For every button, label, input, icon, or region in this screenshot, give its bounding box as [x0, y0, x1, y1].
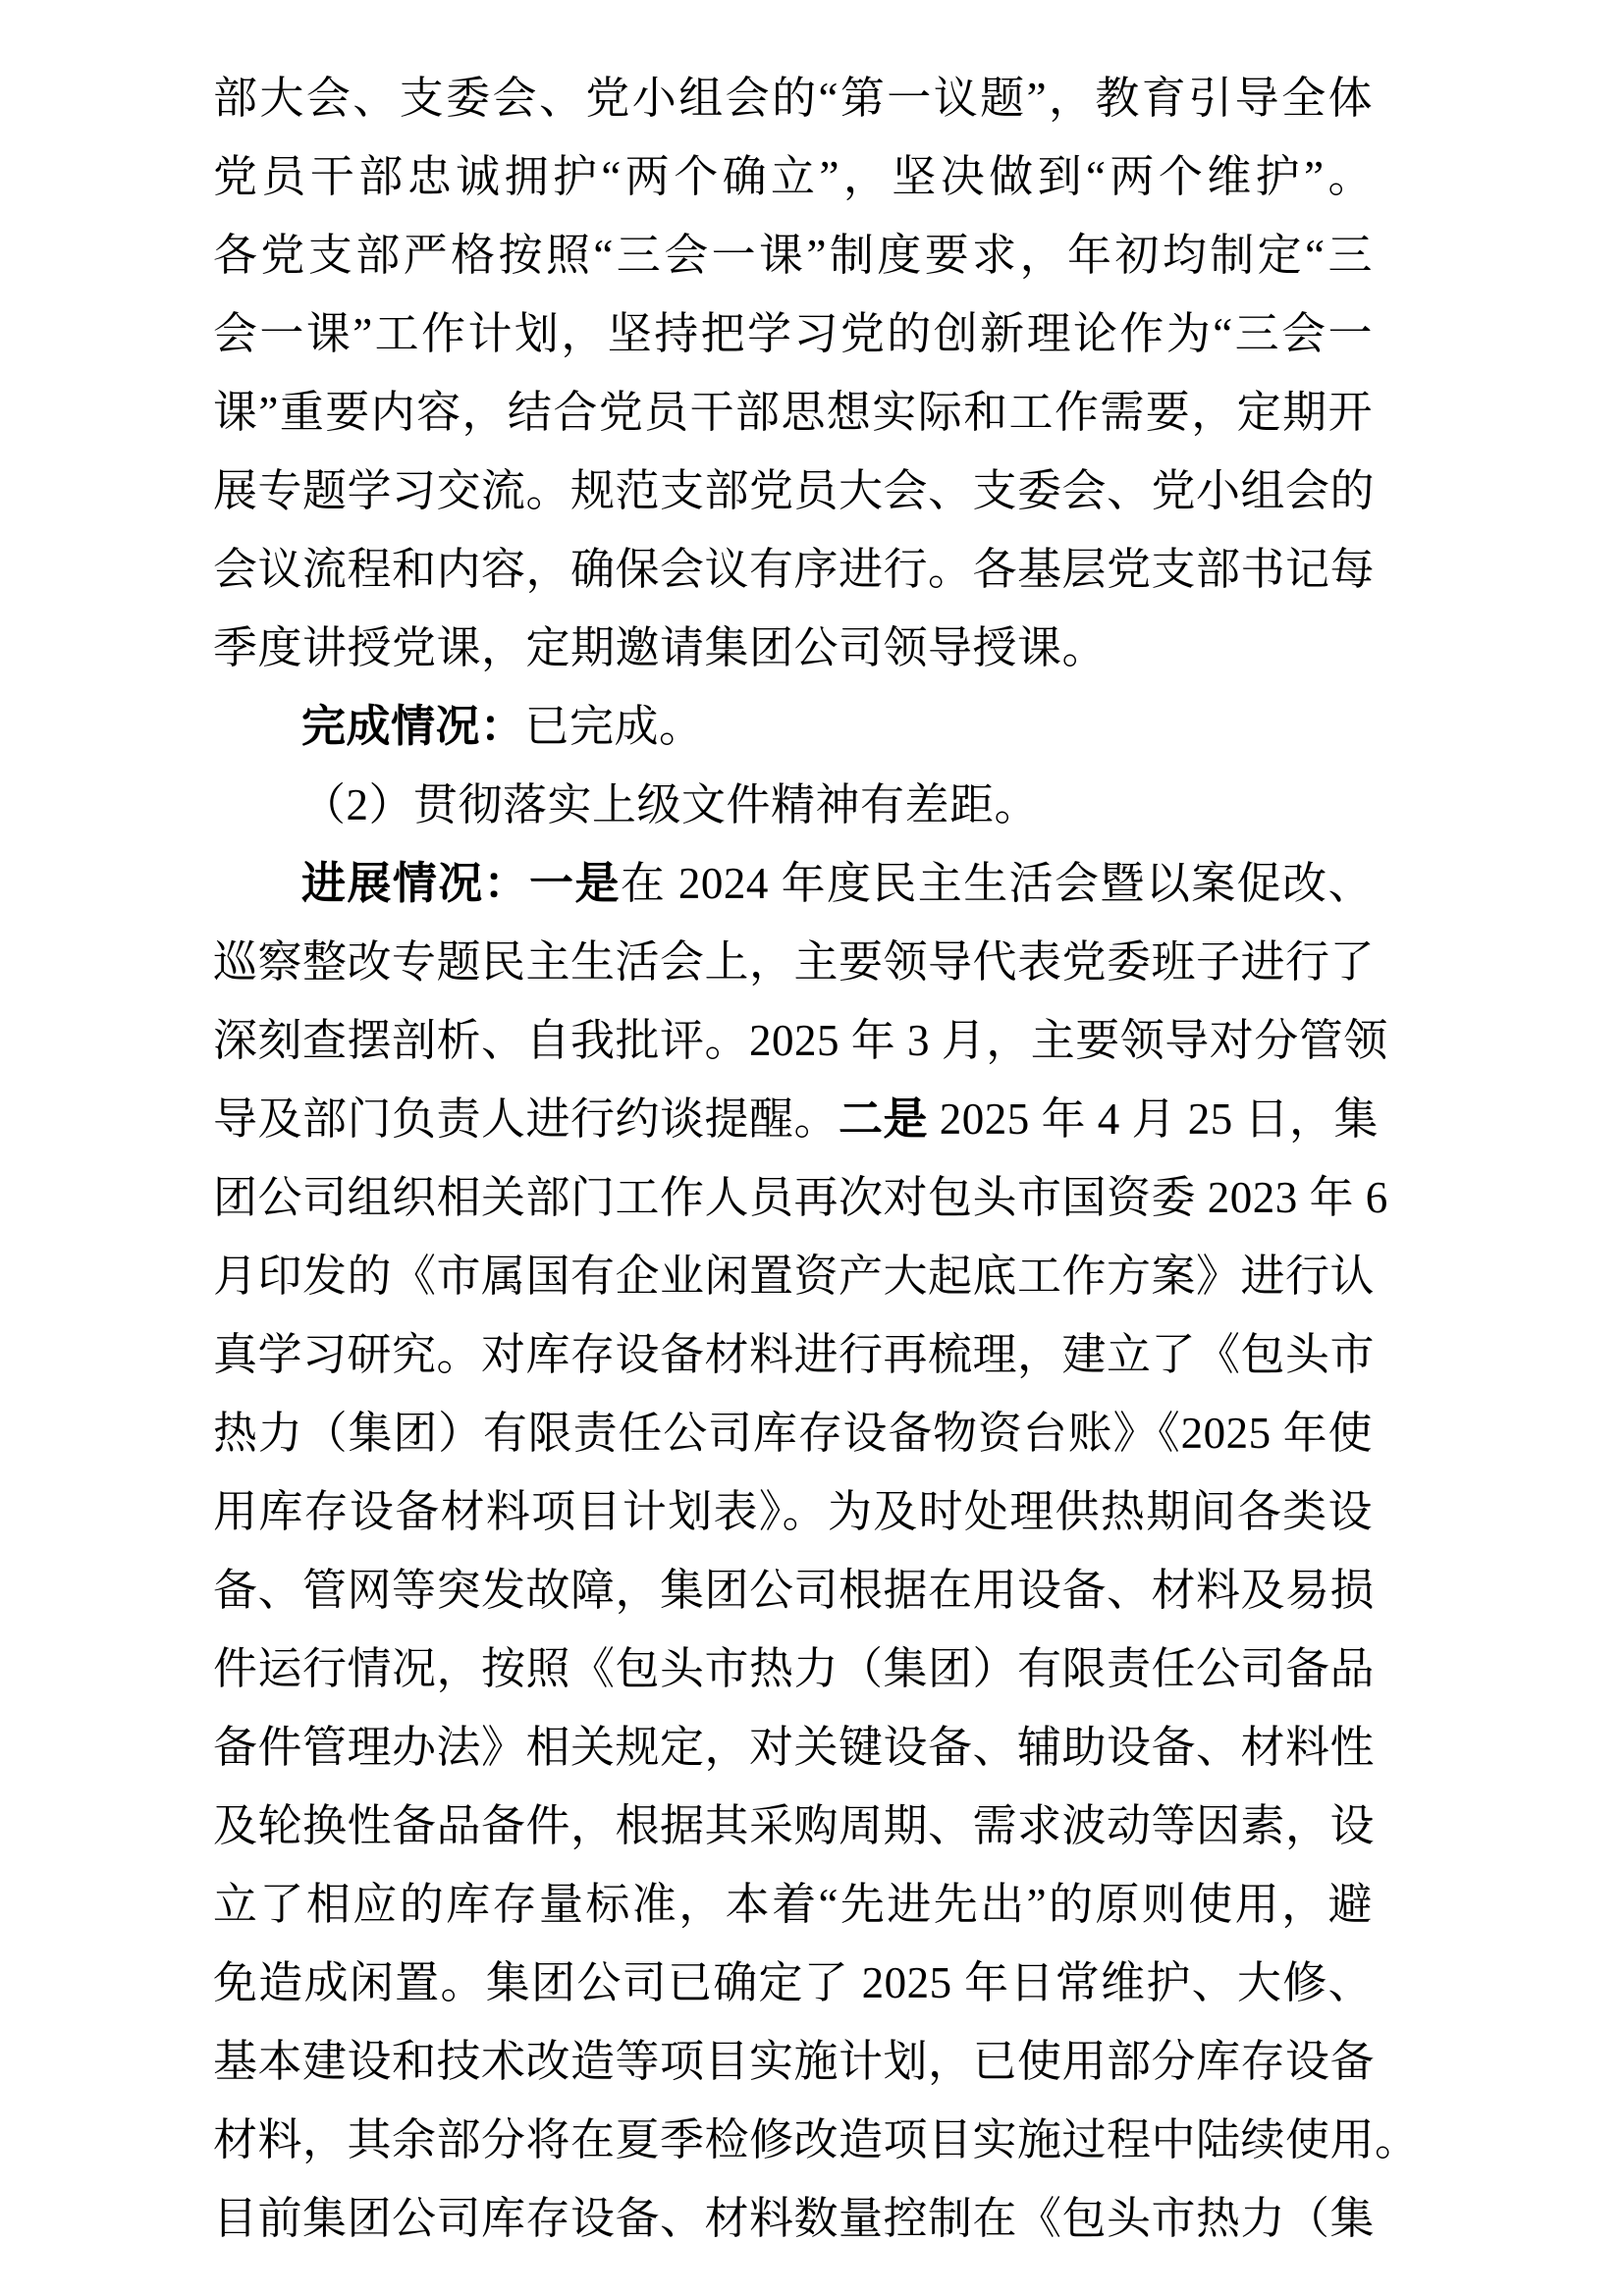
body-text: 深刻查摆剖析、自我批评。2025 年 3 月，主要领导对分管领	[213, 1016, 1388, 1065]
body-text: 展专题学习交流。规范支部党员大会、支委会、党小组会的	[213, 466, 1376, 515]
text-line	[213, 1944, 1373, 2022]
body-text: 及轮换性备品备件，根据其采购周期、需求波动等因素，设	[213, 1801, 1376, 1850]
body-text: 部大会、支委会、党小组会的“第一议题”，教育引导全体	[213, 74, 1373, 123]
body-text: 立了相应的库存量标准，本着“先进先出”的原则使用，避	[213, 1880, 1373, 1929]
body-text: 已完成。	[524, 702, 704, 751]
body-text: 用库存设备材料项目计划表》。为及时处理供热期间各类设	[213, 1487, 1373, 1536]
body-text: 备、管网等突发故障，集团公司根据在用设备、材料及易损	[213, 1566, 1376, 1615]
body-text: 2025 年 4 月 25 日，集	[928, 1095, 1380, 1144]
text-line	[213, 2179, 1376, 2258]
text-line	[213, 1001, 1388, 1080]
text-line	[213, 1080, 1380, 1158]
text-line	[213, 1865, 1373, 1944]
body-text: 月印发的《市属国有企业闲置资产大起底工作方案》进行认	[213, 1252, 1376, 1301]
text-content	[213, 59, 1420, 2258]
text-line	[213, 1237, 1376, 1315]
body-text: 件运行情况，按照《包头市热力（集团）有限责任公司备品	[213, 1644, 1376, 1693]
text-line	[213, 1394, 1373, 1472]
text-line	[213, 923, 1376, 1001]
body-text: 各党支部严格按照“三会一课”制度要求，年初均制定“三	[213, 231, 1373, 280]
body-text: 团公司组织相关部门工作人员再次对包头市国资委 2023 年 6	[213, 1173, 1388, 1222]
bold-label-text: 完成情况：	[301, 701, 525, 751]
text-line	[213, 216, 1373, 294]
bold-label-text: 进展情况：一是	[301, 858, 621, 908]
body-text: 目前集团公司库存设备、材料数量控制在《包头市热力（集	[213, 2194, 1376, 2243]
text-line	[213, 1158, 1388, 1237]
body-text: 热力（集团）有限责任公司库存设备物资台账》《2025 年使	[213, 1409, 1373, 1458]
body-text: （2）贯彻落实上级文件精神有差距。	[301, 780, 1040, 829]
text-line	[213, 1708, 1376, 1787]
body-text: 真学习研究。对库存设备材料进行再梳理，建立了《包头市	[213, 1330, 1376, 1379]
body-text: 党员干部忠诚拥护“两个确立”，坚决做到“两个维护”。	[213, 152, 1373, 201]
text-line	[213, 373, 1373, 452]
body-text: 课”重要内容，结合党员干部思想实际和工作需要，定期开	[213, 388, 1373, 437]
text-line	[213, 766, 1373, 844]
text-line	[213, 687, 1373, 766]
text-line	[213, 452, 1376, 530]
body-text: 基本建设和技术改造等项目实施计划，已使用部分库存设备	[213, 2037, 1376, 2086]
body-text: 季度讲授党课，定期邀请集团公司领导授课。	[213, 623, 1108, 672]
bold-label-text: 二是	[839, 1094, 929, 1144]
text-line	[213, 2022, 1376, 2101]
text-line	[213, 530, 1376, 609]
text-line	[213, 1315, 1376, 1394]
text-line	[213, 1787, 1376, 1865]
text-line	[213, 2101, 1420, 2179]
text-line	[213, 294, 1373, 373]
text-line	[213, 1629, 1376, 1708]
text-line	[213, 1551, 1376, 1629]
text-line	[213, 59, 1373, 137]
text-line	[213, 137, 1373, 216]
body-text: 导及部门负责人进行约谈提醒。	[213, 1095, 839, 1144]
body-text: 材料，其余部分将在夏季检修改造项目实施过程中陆续使用。	[213, 2115, 1420, 2164]
body-text: 在 2024 年度民主生活会暨以案促改、	[620, 859, 1373, 908]
text-line	[213, 1472, 1373, 1551]
body-text: 巡察整改专题民主生活会上，主要领导代表党委班子进行了	[213, 937, 1376, 987]
body-text: 会议流程和内容，确保会议有序进行。各基层党支部书记每	[213, 545, 1376, 594]
body-text: 备件管理办法》相关规定，对关键设备、辅助设备、材料性	[213, 1723, 1376, 1772]
body-text: 会一课”工作计划，坚持把学习党的创新理论作为“三会一	[213, 309, 1373, 358]
text-line	[213, 609, 1373, 687]
text-line	[213, 844, 1373, 923]
body-text: 免造成闲置。集团公司已确定了 2025 年日常维护、大修、	[213, 1958, 1373, 2007]
